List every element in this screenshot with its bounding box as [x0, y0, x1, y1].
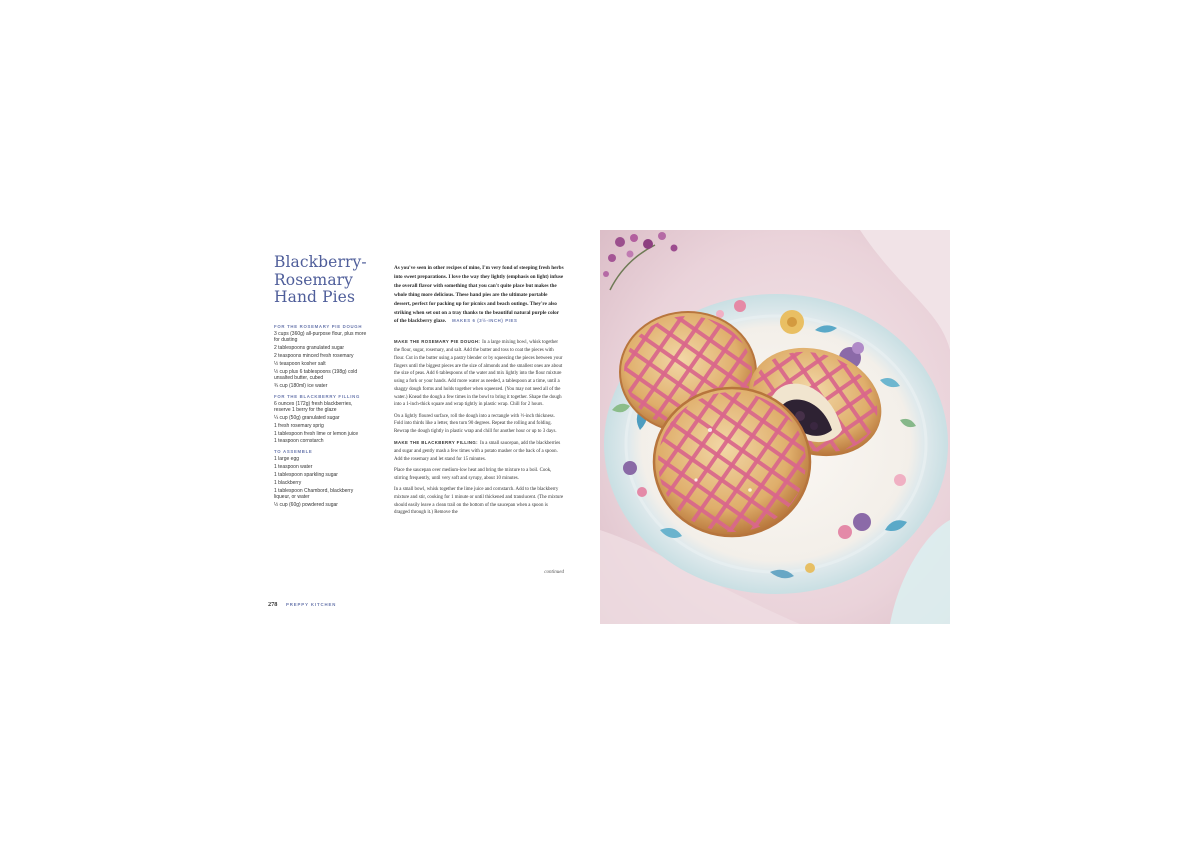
ingredient-item: ½ cup plus 6 tablespoons (198g) cold unsalted butter, cubed	[274, 368, 358, 381]
ingredients-column	[274, 321, 374, 513]
ingredient-list-assemble	[274, 456, 374, 508]
method-column	[394, 264, 564, 521]
method-steps	[394, 338, 564, 517]
ingredient-item: ¼ cup (50g) granulated sugar	[274, 414, 340, 421]
ingredient-item: 1 tablespoon Chambord, blackberry liqueur, or water	[274, 488, 354, 501]
ingredients-heading-dough: FOR THE ROSEMARY PIE DOUGH	[274, 324, 363, 329]
step-label: MAKE THE ROSEMARY PIE DOUGH:	[394, 339, 481, 345]
method-paragraph	[394, 413, 564, 436]
ingredient-list-filling	[274, 401, 374, 445]
method-paragraph	[394, 338, 564, 409]
step-text: On a lightly floured surface, roll the dough into a rectangle with ½-inch thickness. Fold into thirds like a letter, then turn 90 degrees. Repeat the rolling and folding. Rewrap the dough tightly in plastic wrap and chill for another hour or up to 3 days.	[394, 413, 557, 435]
ingredient-item: 2 tablespoons granulated sugar	[274, 344, 345, 351]
yield-label: MAKES 6 (3½-INCH) PIES	[452, 318, 518, 324]
continued-note: continued	[544, 570, 564, 575]
ingredient-item: 1 teaspoon cornstarch	[274, 438, 324, 445]
ingredient-item: 1 tablespoon sparkling sugar	[274, 472, 338, 479]
ingredient-item: 3 cups (360g) all-purpose flour, plus more for dusting	[274, 331, 367, 344]
recipe-title-line: Hand Pies	[274, 288, 356, 306]
ingredient-item: 2 teaspoons minced fresh rosemary	[274, 352, 354, 359]
step-text: In a small saucepan, add the blackberries and sugar and gently mash a few times with a potato masher or the back of a spoon. Add the rosemary and let stand for 15 minutes.	[394, 441, 561, 462]
method-paragraph	[394, 439, 564, 463]
ingredient-item: ½ cup (60g) powdered sugar	[274, 502, 338, 509]
method-paragraph	[394, 467, 564, 483]
photo-illustration	[600, 230, 950, 624]
headnote-text: As you've seen in other recipes of mine, I'm very fond of steeping fresh herbs into sweet preparations. I love the way they lightly (emphasis on light) infuse the overall flavor with something that you can't quite place but makes the whole thing more delicious. These hand pies are the ultimate portable dessert, perfect for packing up for picnics and beach outings. They're also striking when set out on a tray thanks to the beautiful natural purple color of the blackberry glaze.	[394, 265, 564, 325]
ingredients-heading-assemble: TO ASSEMBLE	[274, 449, 313, 455]
recipe-title-line: Blackberry-	[274, 253, 367, 271]
ingredients-heading-filling: FOR THE BLACKBERRY FILLING	[274, 393, 360, 399]
ingredient-list-dough	[274, 331, 374, 389]
method-paragraph	[394, 486, 564, 517]
hand-pies-photo	[600, 230, 950, 624]
ingredient-item: ¾ cup (180ml) ice water	[274, 382, 328, 389]
ingredient-item: 1 fresh rosemary sprig	[274, 422, 324, 429]
recipe-title-line: Rosemary	[274, 270, 354, 289]
page-number: 278	[268, 601, 278, 608]
ingredient-item: 1 large egg	[274, 456, 300, 463]
ingredient-item: 1 tablespoon fresh lime or lemon juice	[274, 430, 359, 437]
headnote	[394, 264, 564, 326]
recipe-title	[274, 254, 384, 307]
running-head: PREPPY KITCHEN	[286, 602, 337, 607]
hand-pie	[654, 388, 810, 536]
step-text: In a large mixing bowl, whisk together the flour, sugar, rosemary, and salt. Add the butter and toss to coat the pieces with flour. Cut in the butter using a pastry blender or by squeezing the pieces between your fingers until the biggest pieces are the size of almonds and the smallest ones are about the size of peas. Add 6 tablespoons of the water and mix lightly into the flour mixture using a fork or your hands. Add more water as needed, a tablespoon at a time, until a shaggy dough forms and holds together when squeezed. (You may not need all of the water.) Knead the dough a few times in the bowl to bring it together. Shape the dough into a 1-inch-thick square and wrap tightly in plastic wrap. Chill for 2 hours.	[394, 340, 563, 408]
step-label: MAKE THE BLACKBERRY FILLING:	[394, 440, 479, 446]
ingredient-item: ½ teaspoon kosher salt	[274, 360, 326, 367]
ingredient-item: 1 blackberry	[274, 480, 302, 487]
ingredient-item: 1 teaspoon water	[274, 464, 313, 471]
step-text: In a small bowl, whisk together the lime juice and cornstarch. Add to the blackberry mixture and stir, cooking for 1 minute or until thickened and translucent. (The mixture should easily leave a clean trail on the bottom of the saucepan when a spoon is dragged through it.) Remove the	[394, 487, 564, 516]
step-text: Place the saucepan over medium-low heat and bring the mixture to a boil. Cook, stirring frequently, until very soft and syrupy, about 10 minutes.	[394, 468, 552, 481]
ingredient-item: 6 ounces (172g) fresh blackberries, reserve 1 berry for the glaze	[274, 400, 353, 413]
